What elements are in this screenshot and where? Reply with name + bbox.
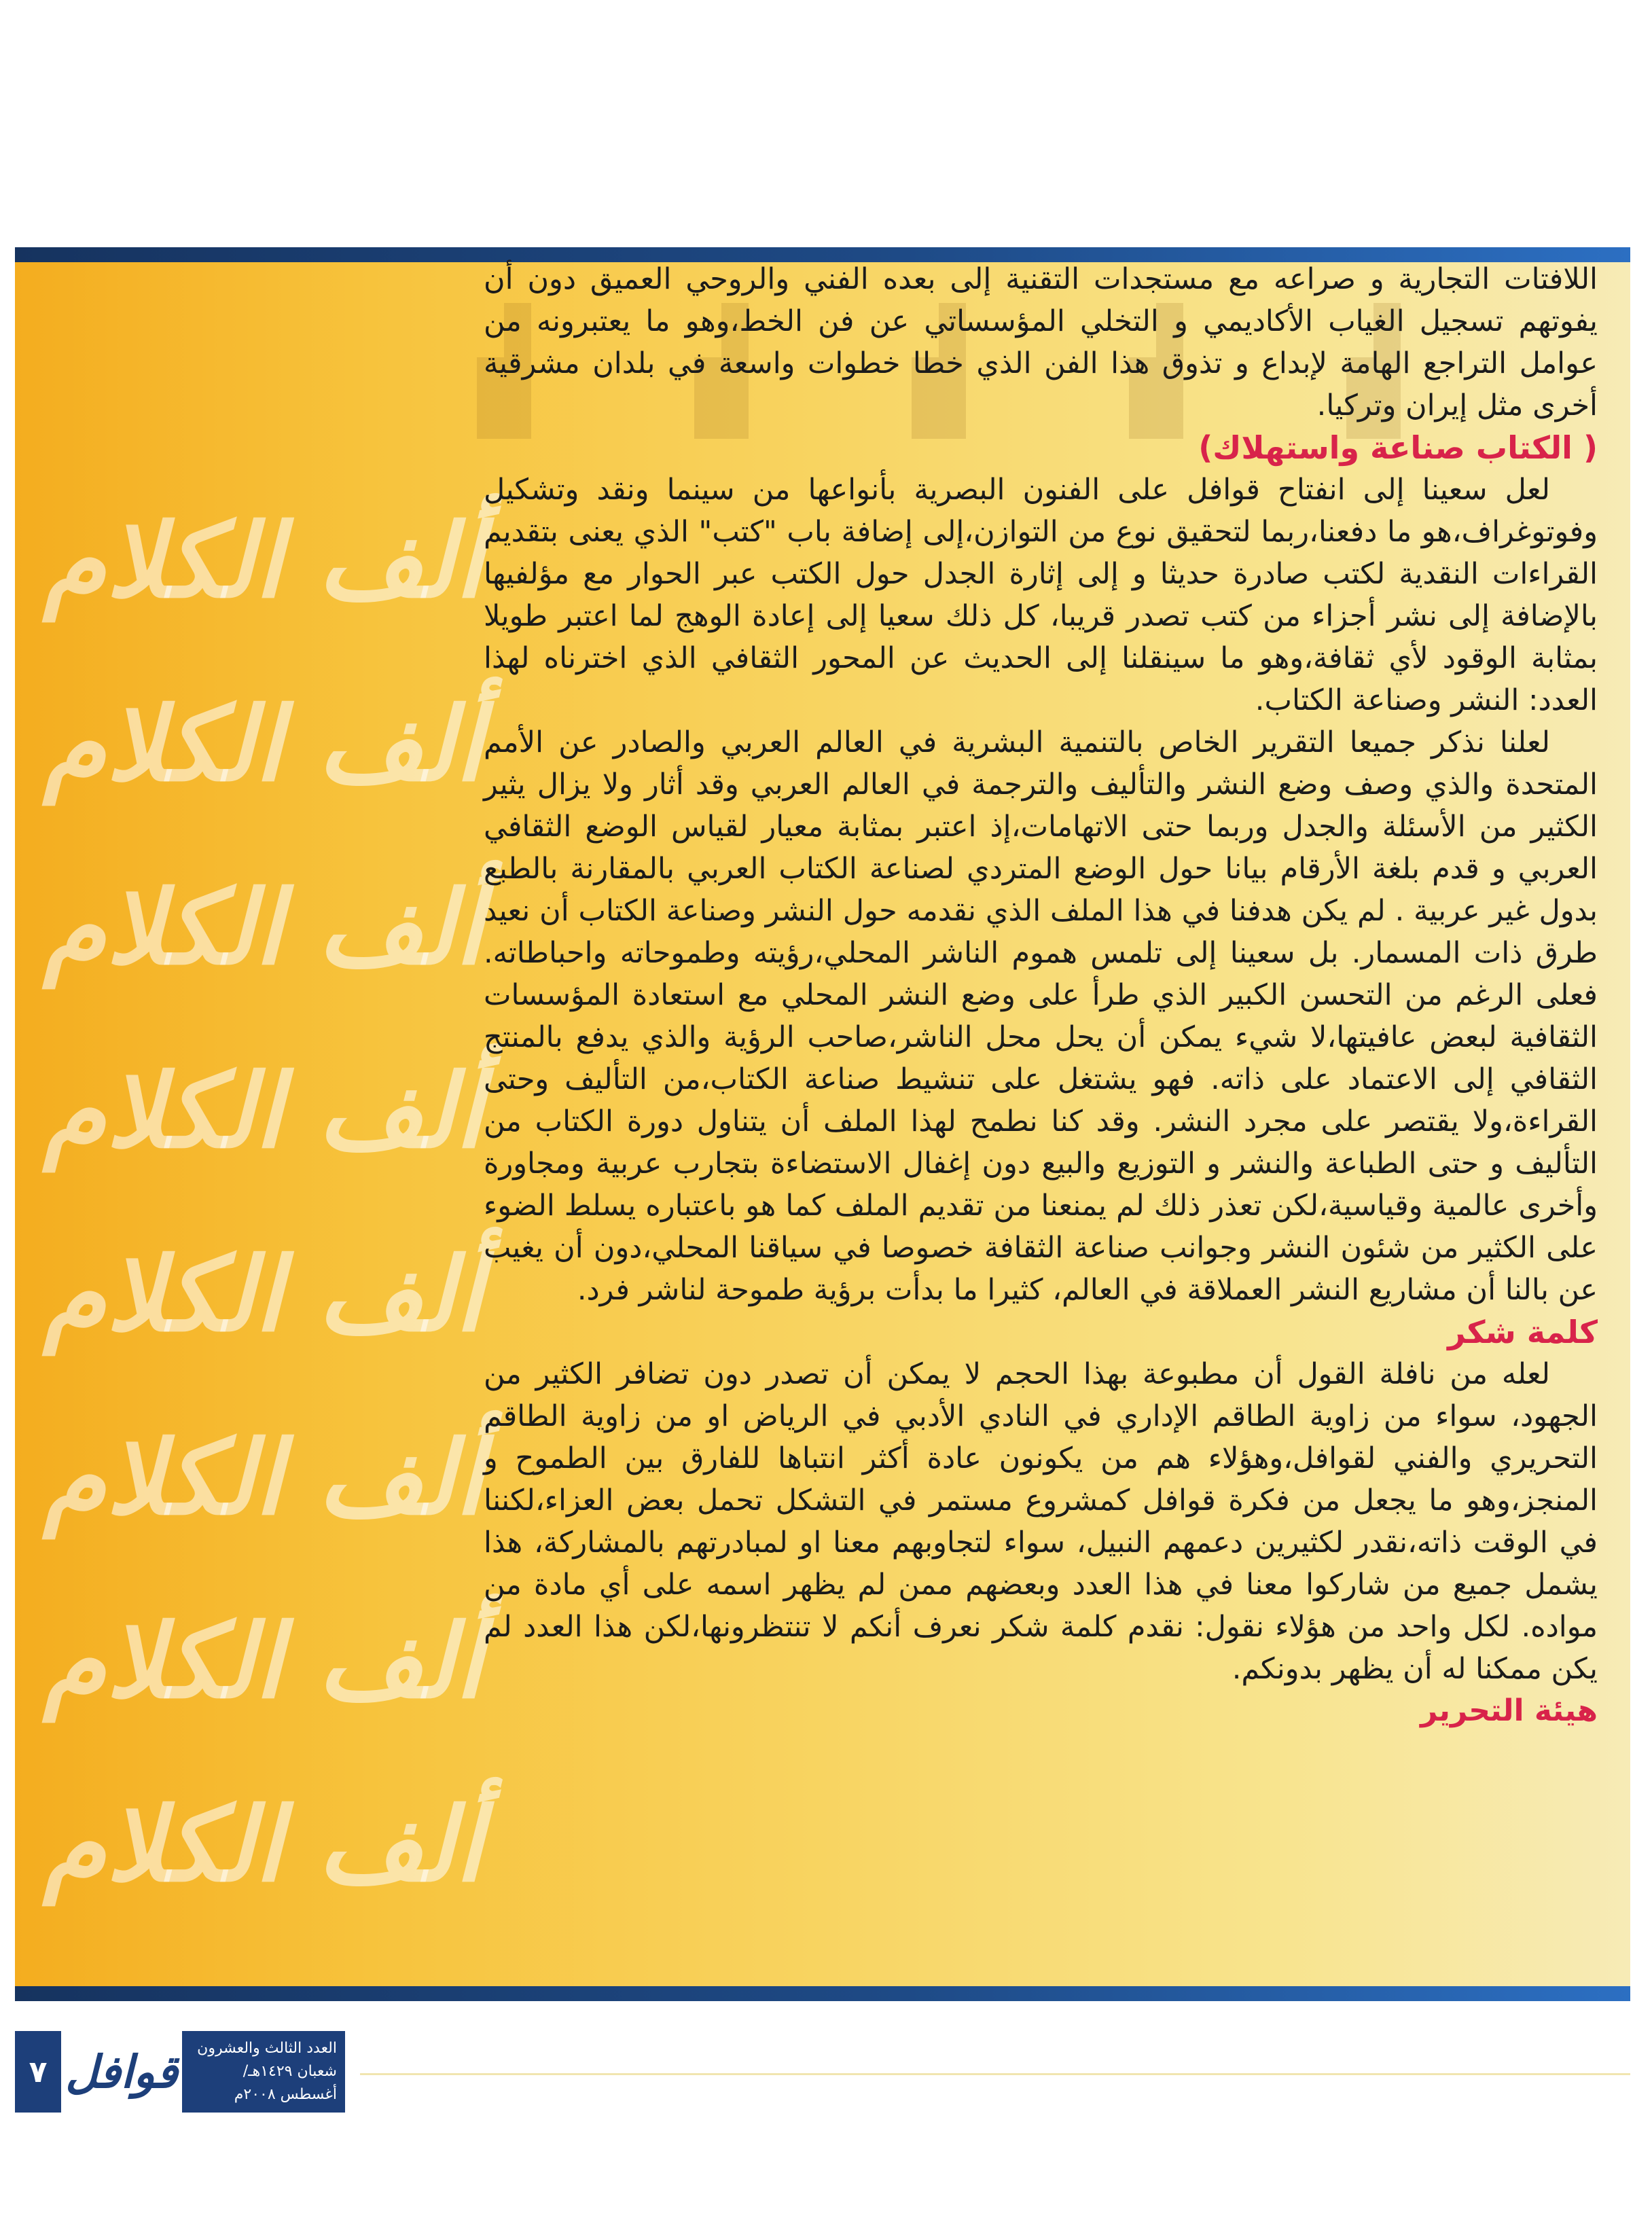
watermark-text: ألف الكلام [43,1418,483,1538]
bottom-blue-rule [15,1986,1630,2001]
watermark-text: ألف الكلام [43,1785,483,1905]
watermark-column [42,486,484,1967]
page-footer [15,2031,345,2113]
section-heading-books: ( الكتاب صناعة واستهلاك) [1198,429,1598,466]
issue-number: العدد الثالث والعشرون [197,2040,337,2057]
watermark-text: ألف الكلام [43,501,483,621]
watermark-text: ألف الكلام [43,868,483,988]
page-number: ٧ [15,2031,61,2113]
watermark-text: ألف الكلام [43,1235,483,1354]
intro-paragraph: اللافتات التجارية و صراعه مع مستجدات التقنية إلى بعده الفني والروحي العميق دون أن يفوتهم تسجيل الغياب الأكاديمي و التخلي المؤسساتي عن فن الخط،وهو ما يعتبرونه من عوامل التراجع الهامة لإبداع و تذوق هذا الفن الذي خطا خطوات واسعة في بلدان مشرقية أخرى مثل إيران وتركيا. [484,262,1598,423]
watermark-text: ألف الكلام [43,1052,483,1171]
footer-divider [360,2073,1630,2075]
section-thanks-paragraph: لعله من نافلة القول أن مطبوعة بهذا الحجم لا يمكن أن تصدر دون تضافر الكثير من الجهود، سواء من زاوية الطاقم الإداري في النادي الأدبي في الرياض او من زاوية الطاقم التحريري والفني لقوافل،وهؤلاء هم من يكونون عادة أكثر انتباها للفارق بين الطموح و المنجز،وهو ما يجعل من فكرة قوافل كمشروع مستمر في التشكل تحمل بعض العزاء،لكننا في الوقت ذاته،نقدر لكثيرين دعمهم النبيل، سواء لتجاوبهم معنا او لمبادرتهم بالمشاركة، هذا يشمل جميع من شاركوا معنا في هذا العدد وبعضهم ممن لم يظهر اسمه على أي مادة من مواده. لكل واحد من هؤلاء نقول: نقدم كلمة شكر نعرف أنكم لا تنتظرونها،لكن هذا العدد لم يكن ممكنا له أن يظهر بدونكم. [484,1357,1598,1686]
article-body [484,258,1598,1732]
section-heading-thanks: كلمة شكر [1448,1314,1598,1350]
watermark-text: ألف الكلام [43,1602,483,1721]
section-books-paragraph-1: لعل سعينا إلى انفتاح قوافل على الفنون البصرية بأنواعها من سينما ونقد وتشكيل وفوتوغراف،هو ما دفعنا،ربما لتحقيق نوع من التوازن،إلى إضافة باب "كتب" الذي يعنى بتقديم القراءات النقدية لكتب صادرة حديثا و إلى إثارة الجدل حول الكتب عبر الحوار مع مؤلفيها بالإضافة إلى نشر أجزاء من كتب تصدر قريبا، كل ذلك سعيا إلى إعادة الوهج لما اعتبر طويلا بمثابة الوقود لأي ثقافة،وهو ما سينقلنا إلى الحديث عن المحور الثقافي الذي اخترناه لهذا العدد: النشر وصناعة الكتاب. [484,473,1598,717]
section-books-paragraph-2: لعلنا نذكر جميعا التقرير الخاص بالتنمية البشرية في العالم العربي والصادر عن الأمم المتحدة والذي وصف وضع النشر والتأليف والترجمة في العالم العربي وقد أثار ولا يزال يثير الكثير من الأسئلة والجدل وربما حتى الاتهامات،إذ اعتبر بمثابة معيار لقياس الوضع الثقافي العربي و قدم بلغة الأرقام بيانا حول الوضع المتردي لصناعة الكتاب العربي بالمقارنة بالطبع بدول غير عربية . لم يكن هدفنا في هذا الملف الذي نقدمه حول النشر وصناعة الكتاب أن نعيد طرق ذات المسمار. بل سعينا إلى تلمس هموم الناشر المحلي،رؤيته وطموحاته واحباطاته. فعلى الرغم من التحسن الكبير الذي طرأ على وضع النشر المحلي مع استعادة المؤسسات الثقافية لبعض عافيتها،لا شيء يمكن أن يحل محل الناشر،صاحب الرؤية والذي يدفع بالمنتج الثقافي إلى الاعتماد على ذاته. فهو يشتغل على تنشيط صناعة الكتاب،من التأليف وحتى القراءة،ولا يقتصر على مجرد النشر. وقد كنا نطمح لهذا الملف أن يتناول دورة الكتاب من التأليف و حتى الطباعة والنشر و التوزيع والبيع دون إغفال الاستضاءة بتجارب عربية ومجاورة وأخرى عالمية وقياسية،لكن تعذر ذلك لم يمنعنا من تقديم الملف كما هو باعتباره يسلط الضوء على الكثير من شئون النشر وجوانب صناعة الثقافة خصوصا في سياقنا المحلي،دون أن يغيب عن بالنا أن مشاريع النشر العملاقة في العالم، كثيرا ما بدأت برؤية طموحة لناشر فرد. [484,725,1598,1307]
issue-date: شعبان ١٤٢٩هـ/ أغسطس ٢٠٠٨م [234,2063,337,2103]
editorial-signature: هيئة التحرير [1420,1693,1598,1728]
watermark-text: ألف الكلام [43,685,483,804]
magazine-logo: قوافل [65,2045,178,2098]
issue-info [182,2031,345,2113]
